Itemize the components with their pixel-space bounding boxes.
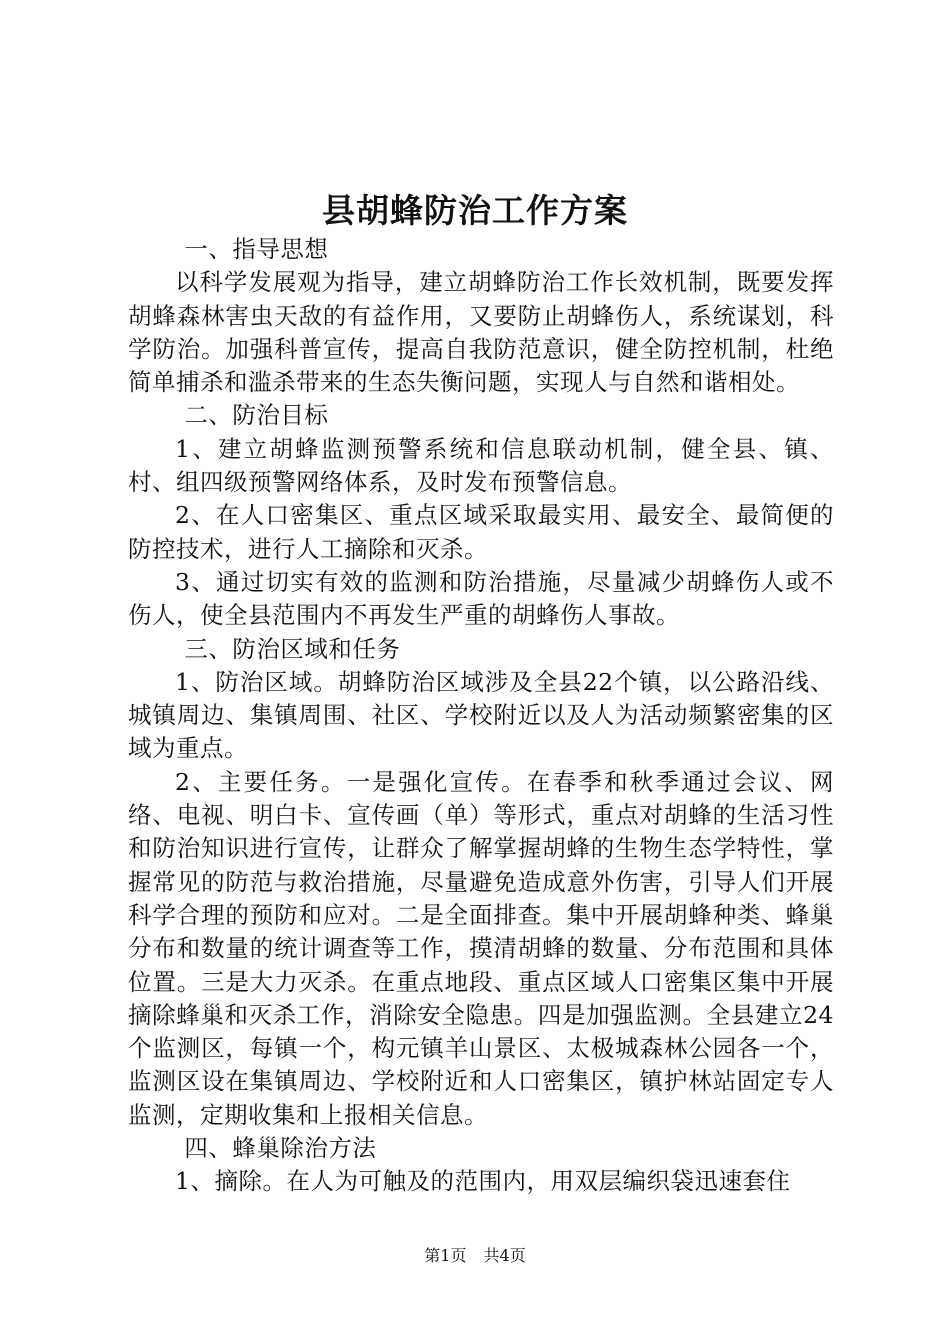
document-title: 县胡蜂防治工作方案 <box>322 191 628 230</box>
section-heading: 四、蜂巢除治方法 <box>184 1134 377 1163</box>
section-heading: 一、指导思想 <box>184 235 329 263</box>
section-heading: 三、防治区域和任务 <box>184 634 401 663</box>
body-paragraph: 2、主要任务。一是强化宣传。在春季和秋季通过会议、网络、电视、明白卡、宣传画（单）等形式，重点对胡蜂的生活习性和防治知识进行宣传，让群众了解掌握胡蜂的生物生态学特性，掌握常见的防范与救治措施，尽量避免造成意外伤害，引导人们开展科学合理的预防和应对。二是全面排查。集中开展胡蜂种类、蜂巢分布和数量的统计调查等工作，摸清胡蜂的数量、分布范围和具体位置。三是大力灭杀。在重点地段、重点区域人口密集区集中开展摘除蜂巢和灭杀工作，消除安全隐患。四是加强监测。全县建立24个监测区，每镇一个，构元镇羊山景区、太极城森林公园各一个，监测区设在集镇周边、学校附近和人口密集区，镇护林站固定专人监测，定期收集和上报相关信息。 <box>128 767 834 1129</box>
page-total: 共4页 <box>483 1246 526 1265</box>
document-body <box>128 233 834 1199</box>
body-paragraph: 以科学发展观为指导，建立胡蜂防治工作长效机制，既要发挥胡蜂森林害虫天敌的有益作用，又要防止胡蜂伤人，系统谋划，科学防治。加强科普宣传，提高自我防范意识，健全防控机制，杜绝简单捕杀和滥杀带来的生态失衡问题，实现人与自然和谐相处。 <box>128 268 834 397</box>
body-paragraph: 3、通过切实有效的监测和防治措施，尽量减少胡蜂伤人或不伤人，使全县范围内不再发生严重的胡蜂伤人事故。 <box>128 567 834 630</box>
page-number: 第1页 <box>424 1246 467 1265</box>
body-paragraph: 1、防治区域。胡蜂防治区域涉及全县22个镇，以公路沿线、城镇周边、集镇周围、社区、学校附近以及人为活动频繁密集的区域为重点。 <box>128 667 834 763</box>
body-paragraph: 2、在人口密集区、重点区域采取最实用、最安全、最简便的防控技术，进行人工摘除和灭杀。 <box>128 501 834 563</box>
body-paragraph: 1、建立胡蜂监测预警系统和信息联动机制，健全县、镇、村、组四级预警网络体系，及时发布预警信息。 <box>128 434 834 497</box>
body-paragraph: 1、摘除。在人为可触及的范围内，用双层编织袋迅速套住 <box>175 1167 791 1196</box>
page-footer <box>0 1243 950 1266</box>
section-heading: 二、防治目标 <box>184 401 329 430</box>
